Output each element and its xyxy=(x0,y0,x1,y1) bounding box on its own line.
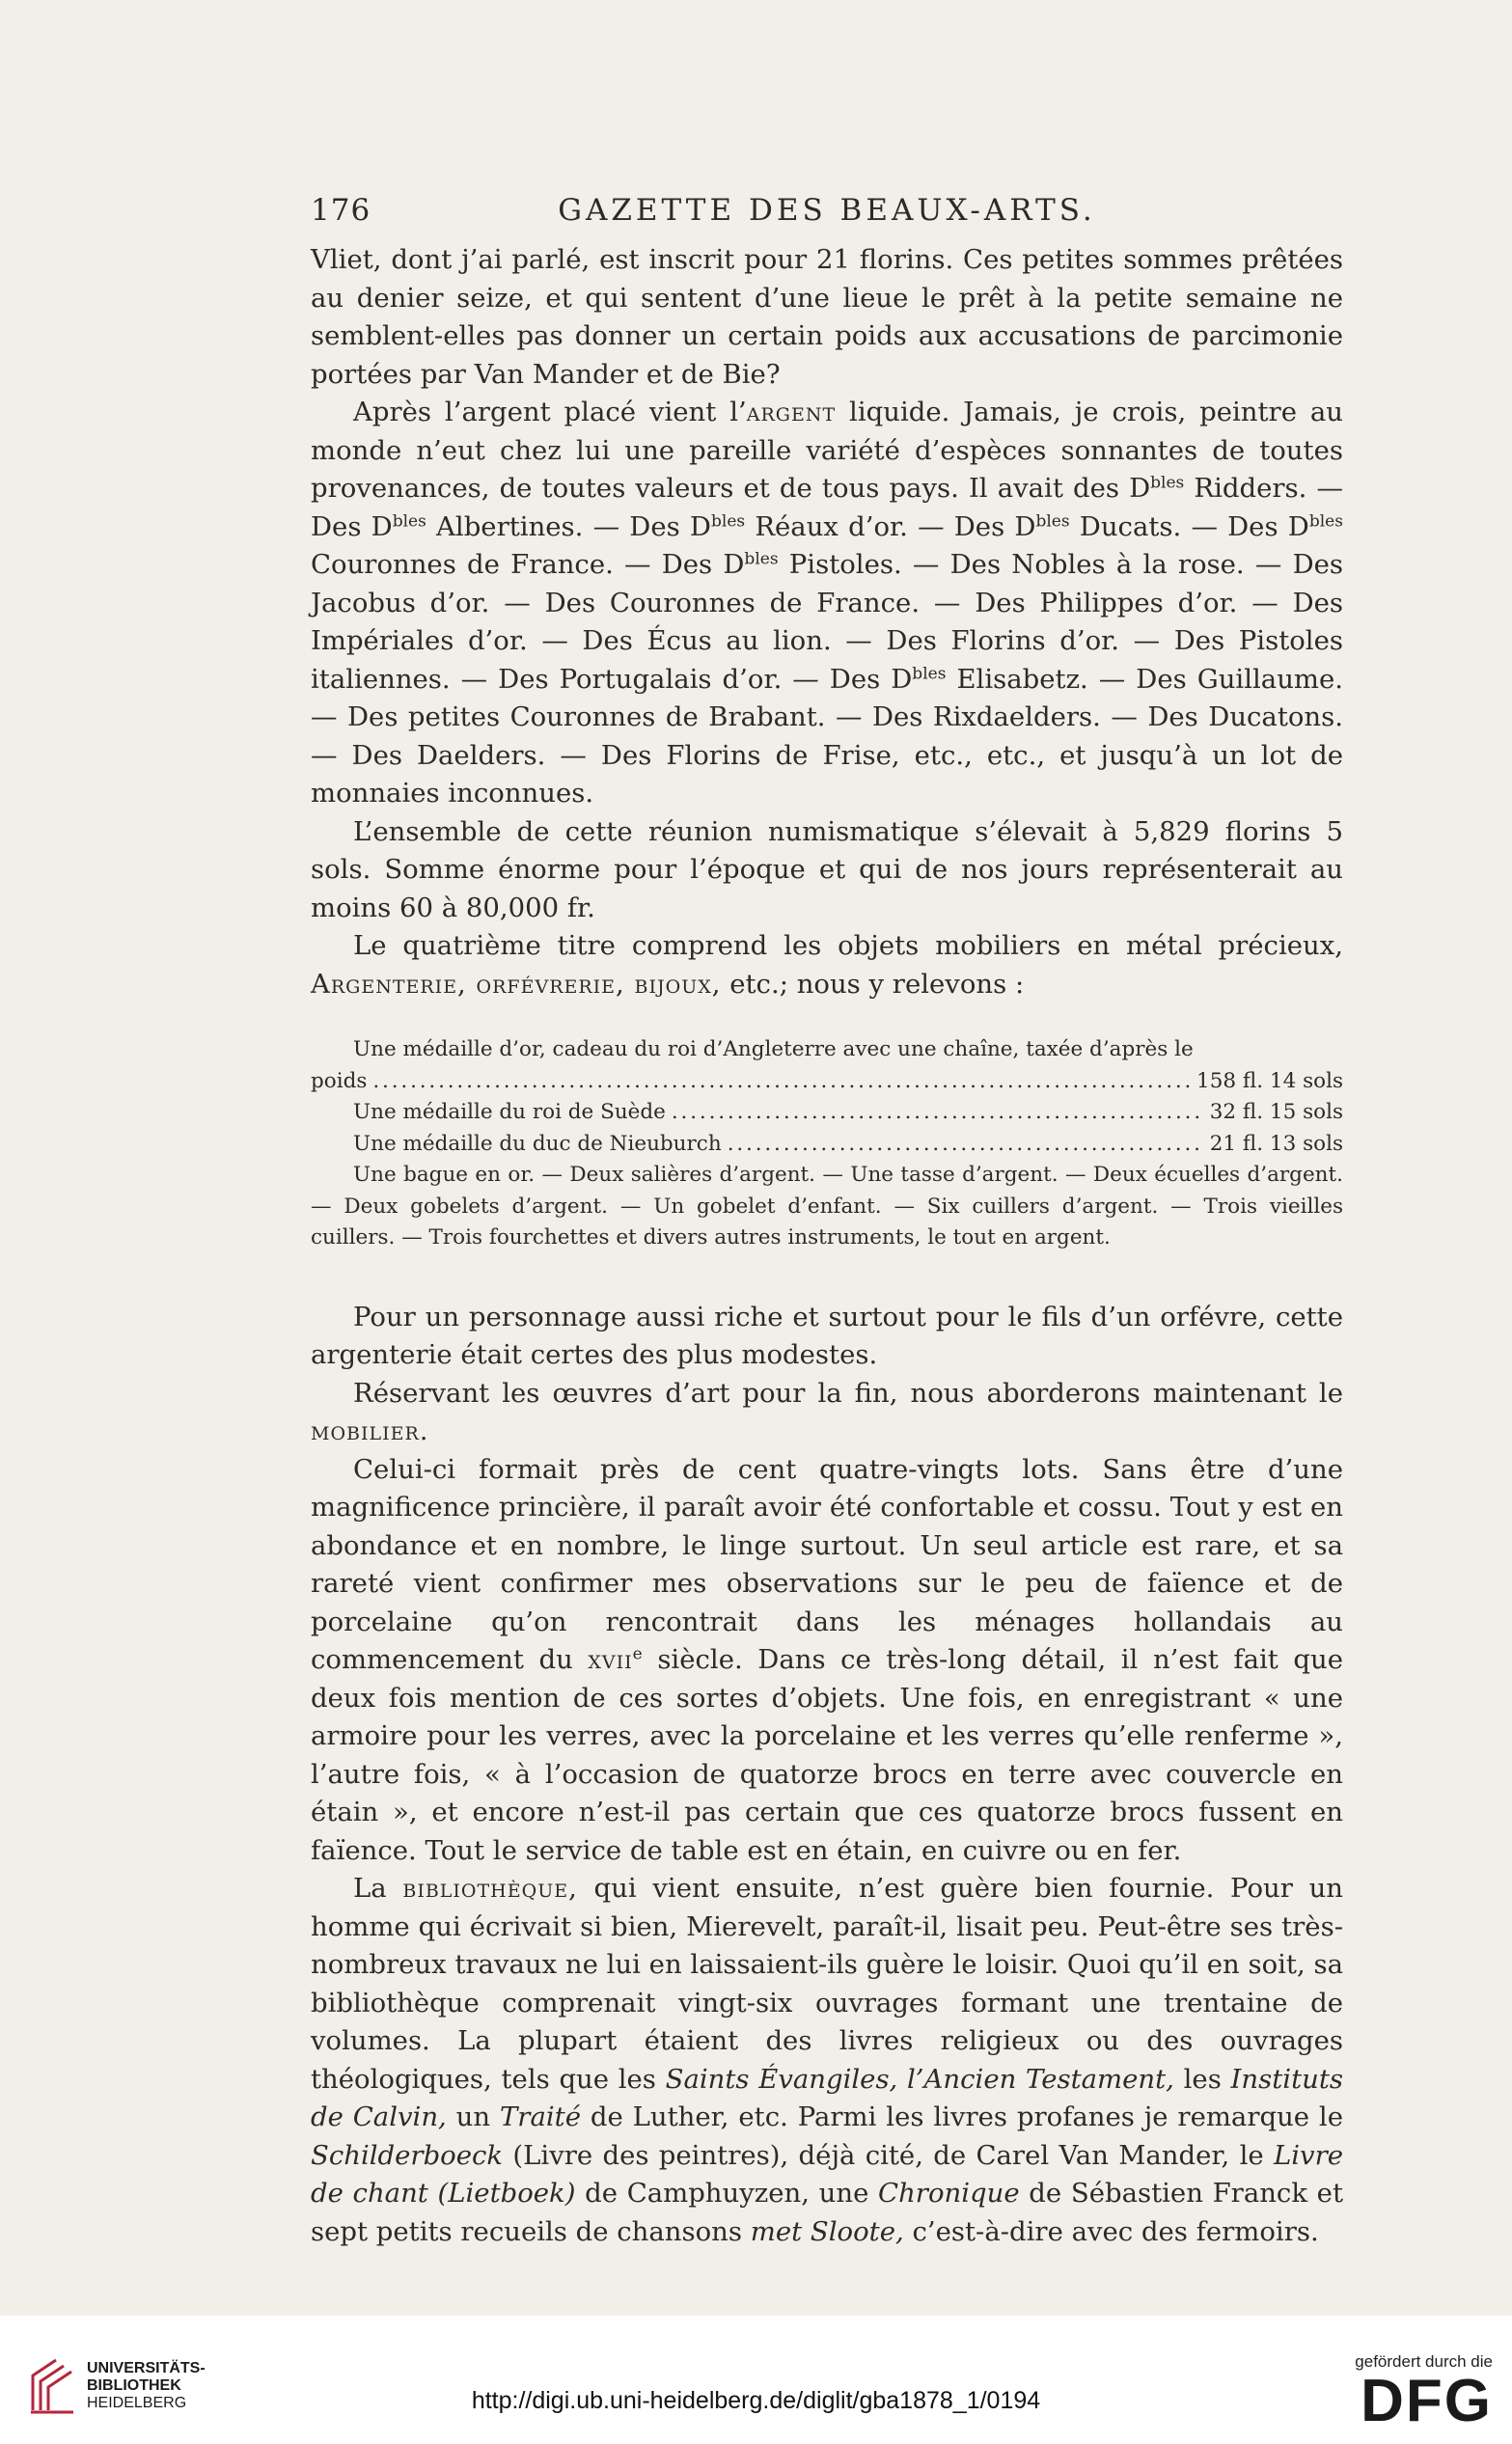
inventory-row-poids: poids . . . 158 fl. 14 sols xyxy=(311,1066,1343,1098)
sponsor-logo[interactable] xyxy=(1329,2352,1493,2437)
library-name-line3: HEIDELBERG xyxy=(87,2395,187,2411)
page-header xyxy=(311,193,1343,235)
inventory-value: 21 fl. 13 sols xyxy=(1209,1131,1343,1156)
running-title: GAZETTE DES BEAUX-ARTS. xyxy=(558,193,1096,228)
dfg-logo-icon: DFG xyxy=(1361,2368,1493,2434)
paragraph-ensemble: L’ensemble de cette réunion numismatique s’élevait à 5,829 florins 5 sols. Somme énorme pour l’époque et qui de nos jours représenterait au moins 60 à 80,000 fr. xyxy=(311,815,1343,923)
article-body xyxy=(311,241,1343,2251)
digitization-footer xyxy=(0,2316,1512,2444)
paragraph-vliet: Vliet, dont j’ai parlé, est inscrit pour 21 florins. Ces petites sommes prêtées au denier seize, et qui sentent d’une lieue le prêt à la petite semaine ne semblent-elles pas donner un certain poids aux accusations de parcimonie portées par Van Mander et de Bie? xyxy=(311,244,1343,390)
inventory-value: 158 fl. 14 sols xyxy=(1196,1068,1343,1093)
inventory-value: 32 fl. 15 sols xyxy=(1209,1100,1343,1124)
dot-leader xyxy=(372,1066,1191,1098)
page-number: 176 xyxy=(311,193,371,228)
inventory-item-medal-england: Une médaille d’or, cadeau du roi d’Angleterre avec une chaîne, taxée d’après le xyxy=(353,1037,1194,1061)
paragraph-quatrieme-titre: Le quatrième titre comprend les objets mobiliers en métal précieux, Argenterie, orfévrerie, bijoux, etc.; nous y relevons : xyxy=(311,930,1343,1000)
paragraph-mobilier: Réservant les œuvres d’art pour la fin, nous aborderons maintenant le mobilier. xyxy=(311,1377,1343,1446)
paragraph-argent: Après l’argent placé vient l’argent liquide. Jamais, je crois, peintre au monde n’eut chez lui une pareille variété d’espèces sonnantes de toutes provenances, de toutes valeurs et de tous pays. Il avait des $D^{bles}$ Ridders. — Des $D^{bles}$ Albertines. — Des $D^{bles}$ Réaux d’or. — Des $D^{bles}$ Ducats. — Des $D^{bles}$ Couronnes de France. — Des $D^{bles}$ Pistoles. — Des Nobles à la rose. — Des Jacobus d’or. — Des Couronnes de France. — Des Philippes d’or. — Des Impériales d’or. — Des Écus au lion. — Des Florins d’or. — Des Pistoles italiennes. — Des Portugalais d’or. — Des $D^{bles}$ Elisabetz. — Des Guillaume. — Des petites Couronnes de Brabant. — Des Rixdaelders. — Des Ducatons. — Des Daelders. — Des Florins de Frise, etc., etc., et jusqu’à un lot de monnaies inconnues. xyxy=(311,397,1343,809)
paragraph-bibliotheque: La bibliothèque, qui vient ensuite, n’est guère bien fournie. Pour un homme qui écrivait si bien, Mierevelt, paraît-il, lisait peu. Peut-être ses très-nombreux travaux ne lui en laissaient-ils guère le loisir. Quoi qu’il en soit, sa bibliothèque comprenait vingt-six ouvrages formant une trentaine de volumes. La plupart étaient des livres religieux ou des ouvrages théologiques, tels que les Saints Évangiles, l’Ancien Testament, les Instituts de Calvin, un Traité de Luther, etc. Parmi les livres profanes je remarque le Schilderboeck (Livre des peintres), déjà cité, de Carel Van Mander, le Livre de chant (Lietboek) de Camphuyzen, une Chronique de Sébastien Franck et sept petits recueils de chansons met Sloote, c’est-à-dire avec des fermoirs. xyxy=(311,1873,1344,2247)
inventory-list xyxy=(311,1034,1343,1254)
paragraph-lots: Celui-ci formait près de cent quatre-vingts lots. Sans être d’une magnificence princière, il paraît avoir été confortable et cossu. Tout y est en abondance et en nombre, le linge surtout. Un seul article est rare, et sa rareté vient confirmer mes observations sur le peu de faïence et de porcelaine qu’on rencontrait dans les ménages hollandais au commencement du xvii$^e$ siècle. Dans ce très-long détail, il n’est fait que deux fois mention de ces sortes d’objets. Une fois, en enregistrant « une armoire pour les verres, avec la porcelaine et les verres qu’elle renferme », l’autre fois, « à l’occasion de quatorze brocs en terre avec couvercle en étain », et encore n’est-il pas certain que ces quatorze brocs fussent en faïence. Tout le service de table est en étain, en cuivre ou en fer. xyxy=(311,1453,1344,1866)
inventory-other-items: Une bague en or. — Deux salières d’argent. — Une tasse d’argent. — Deux écuelles d’argent. — Deux gobelets d’argent. — Un gobelet d’enfant. — Six cuillers d’argent. — Trois vieilles cuillers. — Trois fourchettes et divers autres instruments, le tout en argent. xyxy=(311,1163,1343,1249)
dot-leader xyxy=(728,1129,1204,1161)
dot-leader xyxy=(672,1097,1204,1129)
library-name-line2: BIBLIOTHEK xyxy=(87,2377,181,2394)
paragraph-personnage: Pour un personnage aussi riche et surtout pour le fils d’un orfévre, cette argenterie était certes des plus modestes. xyxy=(311,1301,1343,1370)
inventory-row-medal-sweden: Une médaille du roi de Suède . . . 32 fl. 15 sols xyxy=(311,1097,1343,1129)
library-name-line1: UNIVERSITÄTS- xyxy=(87,2360,206,2376)
permalink-url[interactable]: http://digi.ub.uni-heidelberg.de/diglit/gba1878_1/0194 xyxy=(471,2387,1041,2414)
sponsor-label: gefördert durch die xyxy=(1355,2352,1493,2371)
inventory-row-medal-nieuburch: Une médaille du duc de Nieuburch . . . 21 fl. 13 sols xyxy=(311,1129,1343,1161)
